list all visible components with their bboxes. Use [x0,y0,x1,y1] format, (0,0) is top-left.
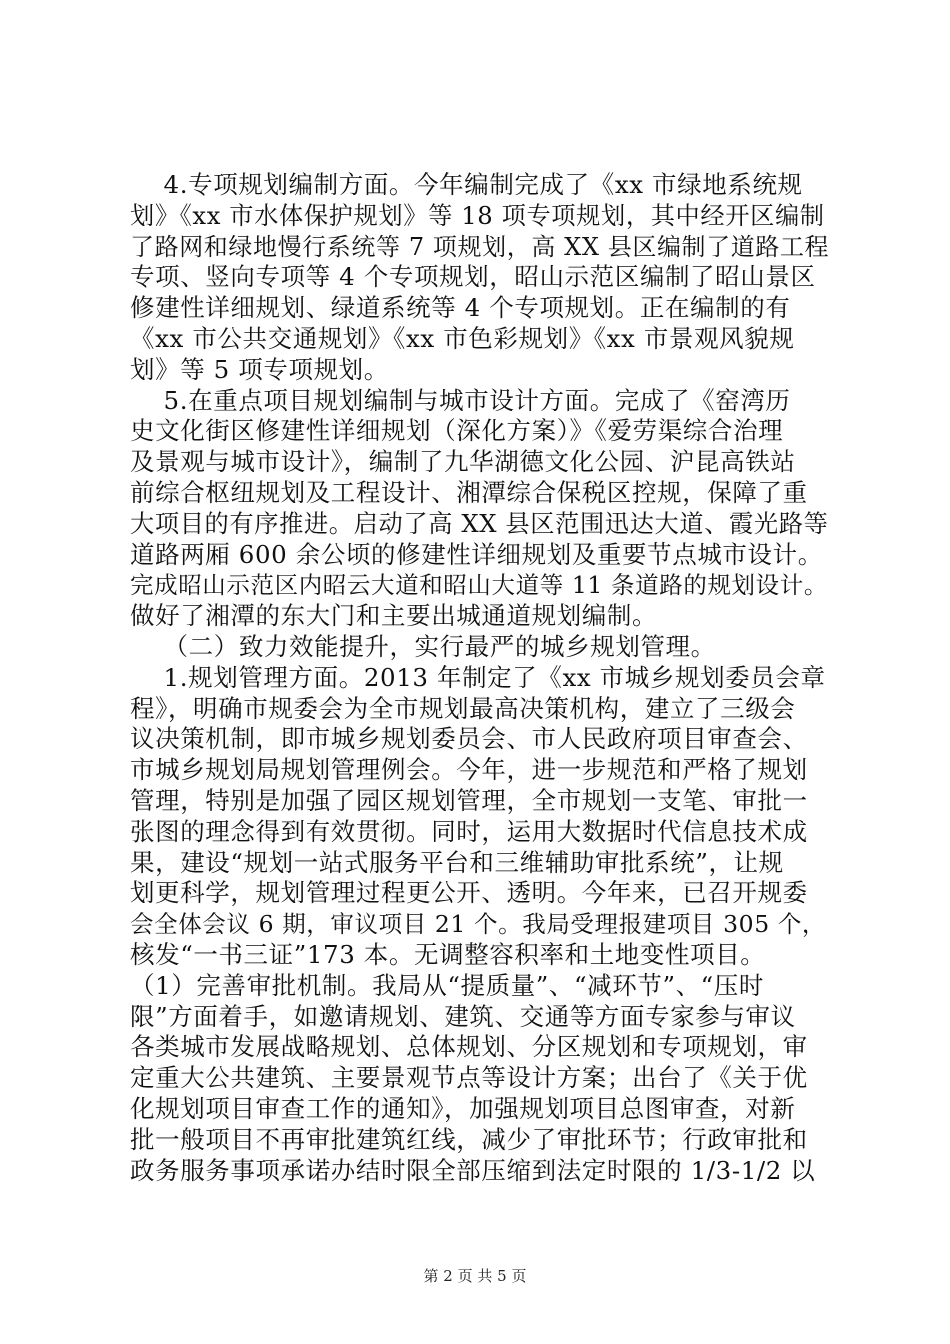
page-footer: 第 2 页 共 5 页 [423,1267,527,1285]
text-line: 道路两厢 600 余公顷的修建性详细规划及重要节点城市设计。 [130,539,823,569]
text-line: 前综合枢纽规划及工程设计、湘潭综合保税区控规，保障了重 [130,477,808,507]
text-line: 及景观与城市设计》，编制了九华湖德文化公园、沪昆高铁站 [130,447,796,477]
text-line: 划》《xx 市水体保护规划》等 18 项专项规划，其中经开区编制 [130,200,825,230]
text-line: 《xx 市公共交通规划》《xx 市色彩规划》《xx 市景观风貌规 [130,323,795,353]
text-line: 限”方面着手，如邀请规划、建筑、交通等方面专家参与审议 [130,1001,796,1031]
text-line: 大项目的有序推进。启动了高 XX 县区范围迅达大道、霞光路等 [130,508,829,538]
text-line: 划更科学，规划管理过程更公开、透明。今年来，已召开规委 [130,878,808,908]
text-line: 完成昭山示范区内昭云大道和昭山大道等 11 条道路的规划设计。 [130,571,828,600]
text-line: 定重大公共建筑、主要景观节点等设计方案；出台了《关于优 [130,1063,808,1093]
text-line: 化规划项目审查工作的通知》，加强规划项目总图审查，对新 [130,1093,796,1123]
text-line: 5.在重点项目规划编制与城市设计方面。完成了《窑湾历 [130,385,791,415]
document-body [130,170,830,1186]
text-line: 修建性详细规划、绿道系统等 4 个专项规划。正在编制的有 [130,293,791,323]
text-line: （1）完善审批机制。我局从“提质量”、“减环节”、“压时 [130,970,765,1000]
text-line: 果，建设“规划一站式服务平台和三维辅助审批系统”，让规 [130,847,784,877]
text-line: 张图的理念得到有效贯彻。同时，运用大数据时代信息技术成 [130,816,808,846]
text-line: 4.专项规划编制方面。今年编制完成了《xx 市绿地系统规 [130,170,803,199]
text-line: 各类城市发展战略规划、总体规划、分区规划和专项规划，审 [130,1032,808,1062]
text-line: 核发“一书三证”173 本。无调整容积率和土地变性项目。 [130,939,766,969]
text-line: 议决策机制，即市城乡规划委员会、市人民政府项目审查会、 [130,724,808,754]
text-line: 市城乡规划局规划管理例会。今年，进一步规范和严格了规划 [130,755,808,785]
text-line: （二）致力效能提升，实行最严的城乡规划管理。 [130,631,716,661]
text-line: 做好了湘潭的东大门和主要出城通道规划编制。 [130,601,658,631]
text-line: 了路网和绿地慢行系统等 7 项规划，高 XX 县区编制了道路工程 [130,232,830,261]
text-line: 程》，明确市规委会为全市规划最高决策机构，建立了三级会 [130,693,796,723]
text-line: 政务服务事项承诺办结时限全部压缩到法定时限的 1/3-1/2 以 [130,1155,816,1185]
text-line: 会全体会议 6 期，审议项目 21 个。我局受理报建项目 305 个， [130,910,827,939]
text-line: 批一般项目不再审批建筑红线，减少了审批环节；行政审批和 [130,1124,808,1154]
text-line: 史文化街区修建性详细规划（深化方案）》《爱劳渠综合治理 [130,416,784,446]
text-line: 划》等 5 项专项规划。 [130,354,389,384]
text-line: 1.规划管理方面。2013 年制定了《xx 市城乡规划委员会章 [130,662,826,692]
text-line: 专项、竖向专项等 4 个专项规划，昭山示范区编制了昭山景区 [130,262,816,292]
text-line: 管理，特别是加强了园区规划管理，全市规划一支笔、审批一 [130,785,808,815]
